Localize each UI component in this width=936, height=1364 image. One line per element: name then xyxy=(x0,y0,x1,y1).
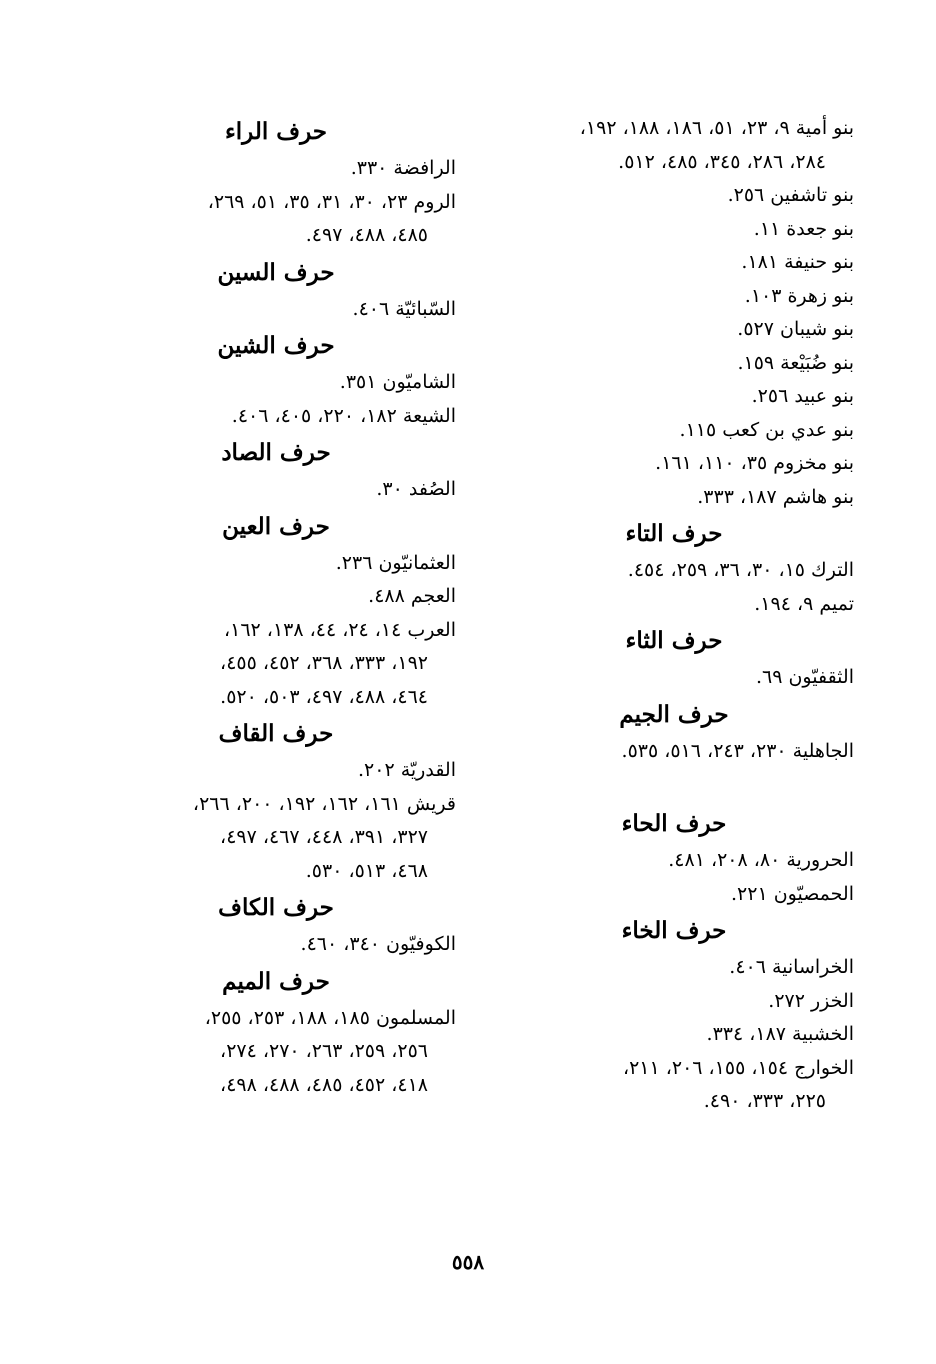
entry-continuation: ١٩٢، ٣٣٣، ٣٦٨، ٤٥٢، ٤٥٥، xyxy=(220,652,428,674)
index-entry xyxy=(494,951,854,985)
entry-text: بنو أمية ٩، ٢٣، ٥١، ١٨٦، ١٨٨، ١٩٢، xyxy=(579,117,854,139)
index-entry xyxy=(494,844,854,878)
entry-text: تميم ٩، ١٩٤. xyxy=(754,592,854,615)
index-entry xyxy=(96,855,456,889)
entry-text: المسلمون ١٨٥، ١٨٨، ٢٥٣، ٢٥٥، xyxy=(204,1006,456,1029)
letter-heading: حرف الجيم xyxy=(619,700,729,728)
index-entry xyxy=(96,580,456,614)
index-column-right xyxy=(494,112,854,1119)
entry-continuation: ٤٨٥، ٤٨٨، ٤٩٧. xyxy=(305,224,428,246)
index-entry xyxy=(96,152,456,186)
entry-text: الرافضة ٣٣٠. xyxy=(350,157,456,179)
index-entry xyxy=(96,473,456,507)
index-entry xyxy=(96,293,456,327)
entry-text: العرب ١٤، ٢٤، ٤٤، ١٣٨، ١٦٢، xyxy=(224,618,456,641)
entry-continuation: ٢٢٥، ٣٣٣، ٤٩٠. xyxy=(703,1090,826,1112)
entry-text: قريش ١٦١، ١٦٢، ١٩٢، ٢٠٠، ٢٦٦، xyxy=(192,792,456,815)
letter-heading: حرف الراء xyxy=(224,118,328,145)
page-number: ٥٥٨ xyxy=(451,1250,485,1274)
letter-heading: حرف العين xyxy=(222,512,330,540)
entry-text: بنو ضُبَيْعة ١٥٩. xyxy=(737,351,854,374)
entry-text: السّبائيّة ٤٠٦. xyxy=(352,297,456,320)
index-entry xyxy=(494,246,854,280)
index-entry xyxy=(96,1069,456,1103)
index-entry xyxy=(96,614,456,681)
index-entry xyxy=(96,788,456,855)
index-entry xyxy=(494,447,854,481)
index-entry xyxy=(96,681,456,715)
index-entry xyxy=(96,928,456,962)
entry-text: الخراسانية ٤٠٦. xyxy=(729,956,854,978)
index-entry xyxy=(494,878,854,912)
index-entry xyxy=(494,112,854,179)
index-entry xyxy=(494,1052,854,1119)
index-entry xyxy=(96,754,456,788)
entry-text: الترك ١٥، ٣٠، ٣٦، ٢٥٩، ٤٥٤. xyxy=(627,559,854,581)
entry-continuation: ٢٨٤، ٢٨٦، ٣٤٥، ٤٨٥، ٥١٢. xyxy=(618,150,826,173)
letter-heading: حرف القاف xyxy=(218,720,334,747)
entry-continuation: ٤٦٨، ٥١٣، ٥٣٠. xyxy=(305,859,428,882)
letter-heading: حرف الصاد xyxy=(221,439,331,466)
index-entry xyxy=(494,735,854,769)
entry-text: الخزر ٢٧٢. xyxy=(768,989,854,1012)
section-gap xyxy=(494,768,854,804)
index-entry xyxy=(96,547,456,581)
letter-heading: حرف الثاء xyxy=(625,627,723,654)
index-entry xyxy=(96,1002,456,1069)
entry-text: بنو شيبان ٥٢٧. xyxy=(737,318,854,340)
letter-heading: حرف الحاء xyxy=(621,810,727,837)
entry-text: الصُفد ٣٠. xyxy=(376,478,456,500)
entry-text: العثمانيّون ٢٣٦. xyxy=(335,551,456,574)
entry-text: الثقفيّون ٦٩. xyxy=(755,666,854,688)
entry-text: الروم ٢٣، ٣٠، ٣١، ٣٥، ٥١، ٢٦٩، xyxy=(207,190,456,213)
index-column-left xyxy=(96,112,456,1102)
index-entry xyxy=(494,280,854,314)
index-entry xyxy=(494,588,854,622)
entry-text: بنو مخزوم ٣٥، ١١٠، ١٦١. xyxy=(655,452,854,474)
letter-heading: حرف الميم xyxy=(222,967,330,995)
index-entry xyxy=(494,213,854,247)
entry-text: الشاميّون ٣٥١. xyxy=(339,371,456,393)
entry-text: الشيعة ١٨٢، ٢٢٠، ٤٠٥، ٤٠٦. xyxy=(231,404,456,427)
index-entry xyxy=(494,414,854,448)
entry-text: بنو هاشم ١٨٧، ٣٣٣. xyxy=(697,485,854,508)
entry-continuation: ٤٦٤، ٤٨٨، ٤٩٧، ٥٠٣، ٥٢٠. xyxy=(220,685,428,708)
letter-heading: حرف السين xyxy=(217,258,335,286)
letter-heading: حرف التاء xyxy=(625,520,723,547)
entry-text: بنو حنيفة ١٨١. xyxy=(741,251,854,273)
entry-text: بنو عبيد ٢٥٦. xyxy=(751,385,854,407)
entry-text: الكوفيّون ٣٤٠، ٤٦٠. xyxy=(300,933,456,955)
entry-text: القدريّة ٢٠٢. xyxy=(357,759,456,781)
letter-heading: حرف الكاف xyxy=(218,894,334,921)
letter-heading: حرف الخاء xyxy=(621,917,727,944)
entry-text: بنو جعدة ١١. xyxy=(753,217,854,240)
index-entry xyxy=(494,380,854,414)
index-entry xyxy=(494,481,854,515)
letter-heading: حرف الشين xyxy=(217,332,335,359)
entry-text: الجاهلية ٢٣٠، ٢٤٣، ٥١٦، ٥٣٥. xyxy=(621,739,854,762)
index-entry xyxy=(96,366,456,400)
index-entry xyxy=(96,186,456,253)
entry-text: الحمصيّون ٢٢١. xyxy=(730,882,854,905)
entry-continuation: ٣٢٧، ٣٩١، ٤٤٨، ٤٦٧، ٤٩٧، xyxy=(220,826,428,848)
entry-text: الخوارج ١٥٤، ١٥٥، ٢٠٦، ٢١١، xyxy=(622,1056,854,1079)
entry-text: بنو زهرة ١٠٣. xyxy=(744,284,854,307)
index-entry xyxy=(494,661,854,695)
index-entry xyxy=(494,985,854,1019)
entry-text: بنو عدي بن كعب ١١٥. xyxy=(679,418,854,441)
index-entry xyxy=(494,554,854,588)
entry-text: الخشبية ١٨٧، ٣٣٤. xyxy=(706,1023,854,1045)
entry-text: العجم ٤٨٨. xyxy=(368,585,456,607)
index-entry xyxy=(494,179,854,213)
entry-continuation: ٢٥٦، ٢٥٩، ٢٦٣، ٢٧٠، ٢٧٤، xyxy=(220,1040,428,1062)
entry-text: بنو تاشفين ٢٥٦. xyxy=(727,184,854,206)
index-entry xyxy=(494,1018,854,1052)
index-entry xyxy=(494,313,854,347)
entry-continuation: ٤١٨، ٤٥٢، ٤٨٥، ٤٨٨، ٤٩٨، xyxy=(220,1073,428,1096)
index-entry xyxy=(96,400,456,434)
entry-text: الحرورية ٨٠، ٢٠٨، ٤٨١. xyxy=(668,849,854,871)
index-entry xyxy=(494,347,854,381)
